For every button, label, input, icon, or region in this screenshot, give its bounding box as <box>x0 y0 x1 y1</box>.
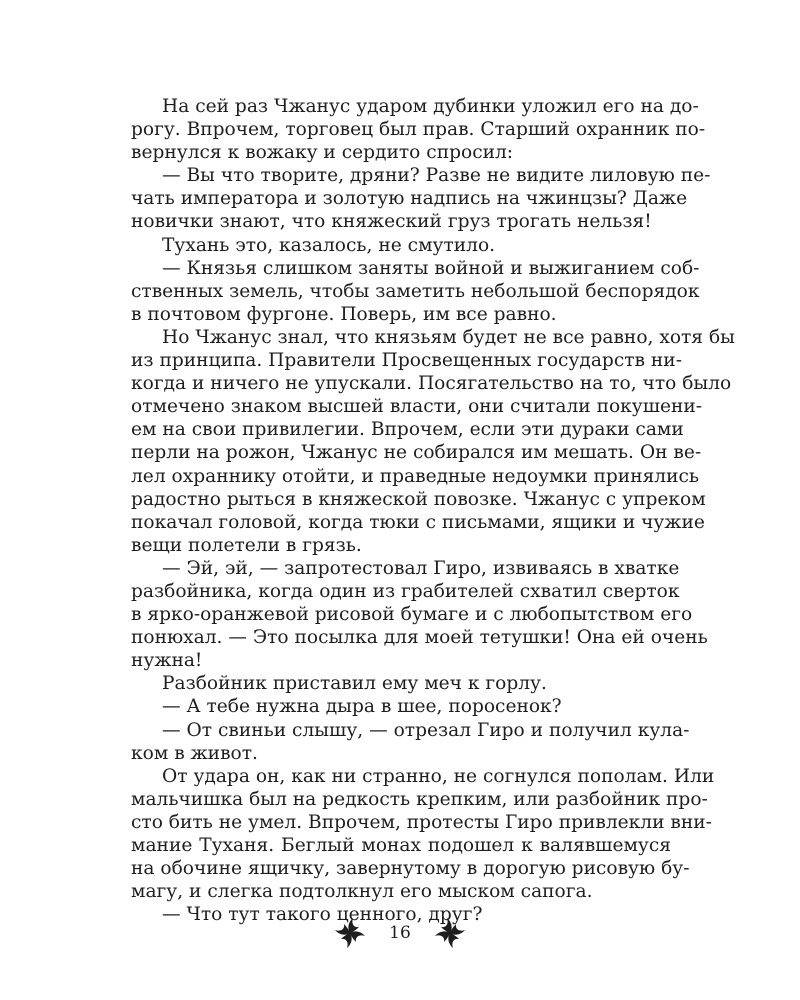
text-line: ком в живот. <box>131 742 258 764</box>
text-line: ственных земель, чтобы заметить небольшой беспорядок <box>131 280 700 302</box>
text-line: отмечено знаком высшей власти, они считали покушени- <box>131 396 703 418</box>
text-line: радостно рыться в княжеской повозке. Чжанус с упреком <box>131 488 706 510</box>
text-line: понюхал. — Это посылка для моей тетушки! Она ей очень <box>131 627 708 649</box>
text-line: Тухань это, казалось, не смутило. <box>162 234 496 256</box>
text-line: На сей раз Чжанус ударом дубинки уложил его на до- <box>162 96 699 117</box>
text-line: лел охраннику отойти, и праведные недоумки принялись <box>131 465 700 487</box>
text-line: — Князья слишком заняты войной и выжиганием соб- <box>162 257 700 279</box>
text-line: — От свиньи слышу, — отрезал Гиро и получил кула- <box>162 719 690 741</box>
text-line: ем на свои привилегии. Впрочем, если эти дураки сами <box>131 419 684 441</box>
page-number: 16 <box>389 923 411 943</box>
text-line: — Вы что творите, дряни? Разве не видите лиловую пе- <box>162 165 711 187</box>
text-line: мание Туханя. Беглый монах подошел к валявшемуся <box>131 835 671 856</box>
page-footer <box>0 913 800 953</box>
text-line: перли на рожон, Чжанус не собирался им мешать. Он ве- <box>131 442 702 464</box>
pinwheel-ornament-right-icon <box>433 916 467 950</box>
text-line: — Что тут такого ценного, друг? <box>162 904 483 926</box>
text-line: вещи полетели в грязь. <box>131 534 362 556</box>
text-line: — А тебе нужна дыра в шее, поросенок? <box>162 696 562 718</box>
text-line: От удара он, как ни странно, не согнулся пополам. Или <box>162 765 715 787</box>
text-line: новички знают, что княжеский груз трогать нельзя! <box>131 211 652 233</box>
text-line: на обочине ящичку, завернутому в дорогую рисовую бу- <box>131 858 690 880</box>
body-text <box>131 95 735 926</box>
text-line: когда и ничего не упускали. Посягательство на то, что было <box>131 373 732 395</box>
text-line: покачал головой, когда тюки с письмами, ящики и чужие <box>131 511 705 533</box>
text-line: Но Чжанус знал, что князьям будет не все равно, хотя бы <box>162 326 735 348</box>
text-line: мальчишка был на редкость крепким, или разбойник про- <box>131 788 708 810</box>
text-line: рогу. Впрочем, торговец был прав. Старший охранник по- <box>131 119 706 141</box>
text-line: в ярко-оранжевой рисовой бумаге и с любопытством его <box>131 604 693 626</box>
text-line: разбойника, когда один из грабителей схватил сверток <box>131 580 680 602</box>
pinwheel-ornament-left-icon <box>333 916 367 950</box>
text-line: из принципа. Правители Просвещенных государств ни- <box>131 350 682 372</box>
text-line: нужна! <box>131 650 203 672</box>
text-line: чать императора и золотую надпись на чжинцзы? Даже <box>131 188 688 210</box>
text-line: вернулся к вожаку и сердито спросил: <box>131 142 514 164</box>
text-line: сто бить не умел. Впрочем, протесты Гиро привлекли вни- <box>131 811 712 833</box>
text-line: магу, и слегка подтолкнул его мыском сапога. <box>131 881 593 903</box>
text-line: — Эй, эй, — запротестовал Гиро, извиваясь в хватке <box>162 557 680 579</box>
text-line: Разбойник приставил ему меч к горлу. <box>162 673 547 695</box>
text-line: в почтовом фургоне. Поверь, им все равно. <box>131 303 557 325</box>
